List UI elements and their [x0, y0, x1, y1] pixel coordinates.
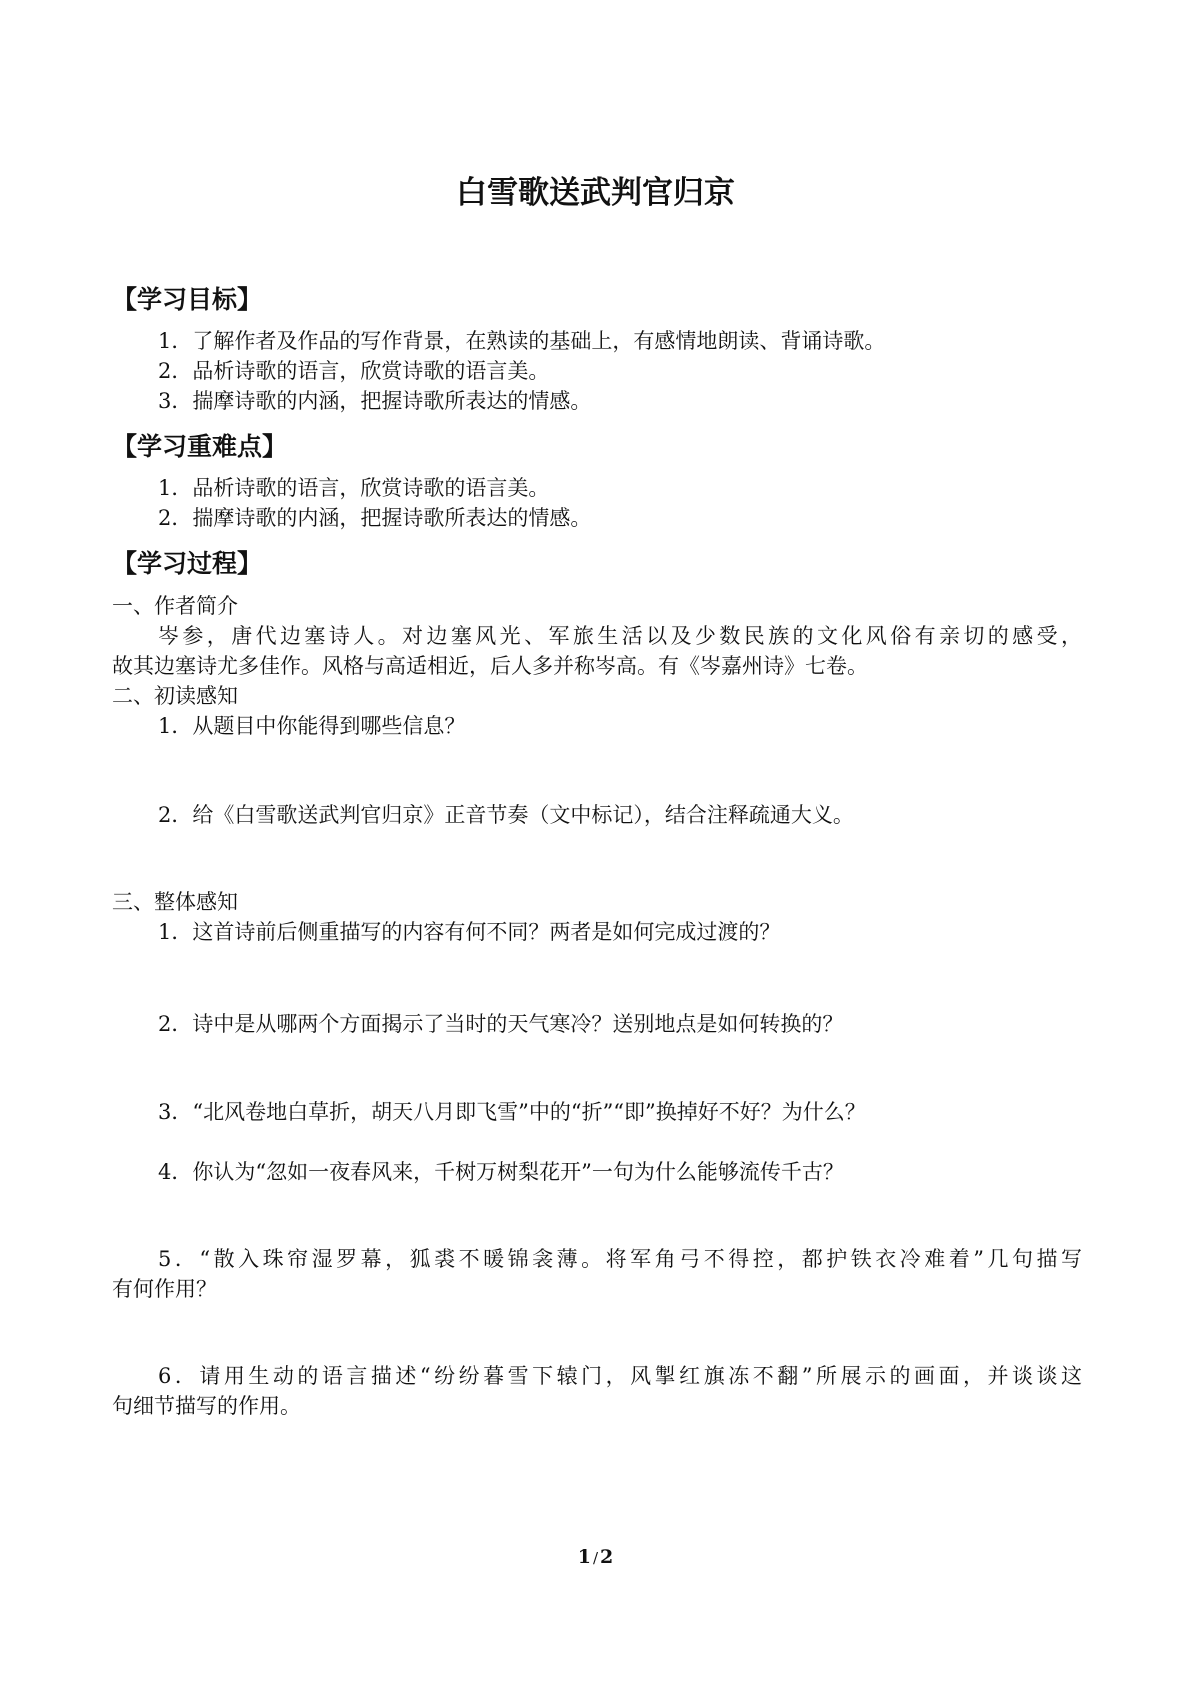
objective-item-3: 3．揣摩诗歌的内涵，把握诗歌所表达的情感。 — [158, 389, 592, 413]
total-pages: 2 — [600, 1546, 614, 1568]
key-point-item-1: 1．品析诗歌的语言，欣赏诗歌的语言美。 — [158, 476, 550, 500]
overall-q3: 3．“北风卷地白草折，胡天八月即飞雪”中的“折”“即”换掉好不好？为什么？ — [158, 1100, 866, 1124]
part-first-reading-heading: 二、初读感知 — [112, 684, 238, 708]
author-intro-line-1: 岑参，唐代边塞诗人。对边塞风光、军旅生活以及少数民族的文化风俗有亲切的感受， — [158, 624, 1082, 648]
current-page: 1 — [577, 1546, 591, 1568]
first-reading-q1: 1．从题目中你能得到哪些信息？ — [158, 714, 466, 738]
objectives-heading: 【学习目标】 — [112, 285, 263, 314]
objective-item-2: 2．品析诗歌的语言，欣赏诗歌的语言美。 — [158, 359, 550, 383]
part-overall-heading: 三、整体感知 — [112, 890, 238, 914]
overall-q2: 2．诗中是从哪两个方面揭示了当时的天气寒冷？送别地点是如何转换的？ — [158, 1012, 844, 1036]
first-reading-q2: 2．给《白雪歌送武判官归京》正音节奏（文中标记），结合注释疏通大义。 — [158, 803, 854, 827]
page-number — [0, 1545, 1191, 1570]
overall-q1: 1．这首诗前后侧重描写的内容有何不同？两者是如何完成过渡的？ — [158, 920, 781, 944]
overall-q5-line-1: 5．“散入珠帘湿罗幕，狐裘不暖锦衾薄。将军角弓不得控，都护铁衣冷难着”几句描写 — [158, 1247, 1082, 1271]
part-author-heading: 一、作者简介 — [112, 594, 238, 618]
key-point-item-2: 2．揣摩诗歌的内涵，把握诗歌所表达的情感。 — [158, 506, 592, 530]
author-intro-line-2: 故其边塞诗尤多佳作。风格与高适相近，后人多并称岑高。有《岑嘉州诗》七卷。 — [112, 654, 868, 678]
objective-item-1: 1．了解作者及作品的写作背景，在熟读的基础上，有感情地朗读、背诵诗歌。 — [158, 329, 886, 353]
overall-q5-line-2: 有何作用？ — [112, 1277, 217, 1301]
page-separator: / — [592, 1549, 599, 1567]
key-points-heading: 【学习重难点】 — [112, 432, 288, 461]
overall-q6-line-1: 6．请用生动的语言描述“纷纷暮雪下辕门，风掣红旗冻不翻”所展示的画面，并谈谈这 — [158, 1364, 1082, 1388]
overall-q6-line-2: 句细节描写的作用。 — [112, 1394, 301, 1418]
overall-q4: 4．你认为“忽如一夜春风来，千树万树梨花开”一句为什么能够流传千古？ — [158, 1160, 844, 1184]
process-heading: 【学习过程】 — [112, 549, 263, 578]
page-title: 白雪歌送武判官归京 — [456, 175, 735, 211]
